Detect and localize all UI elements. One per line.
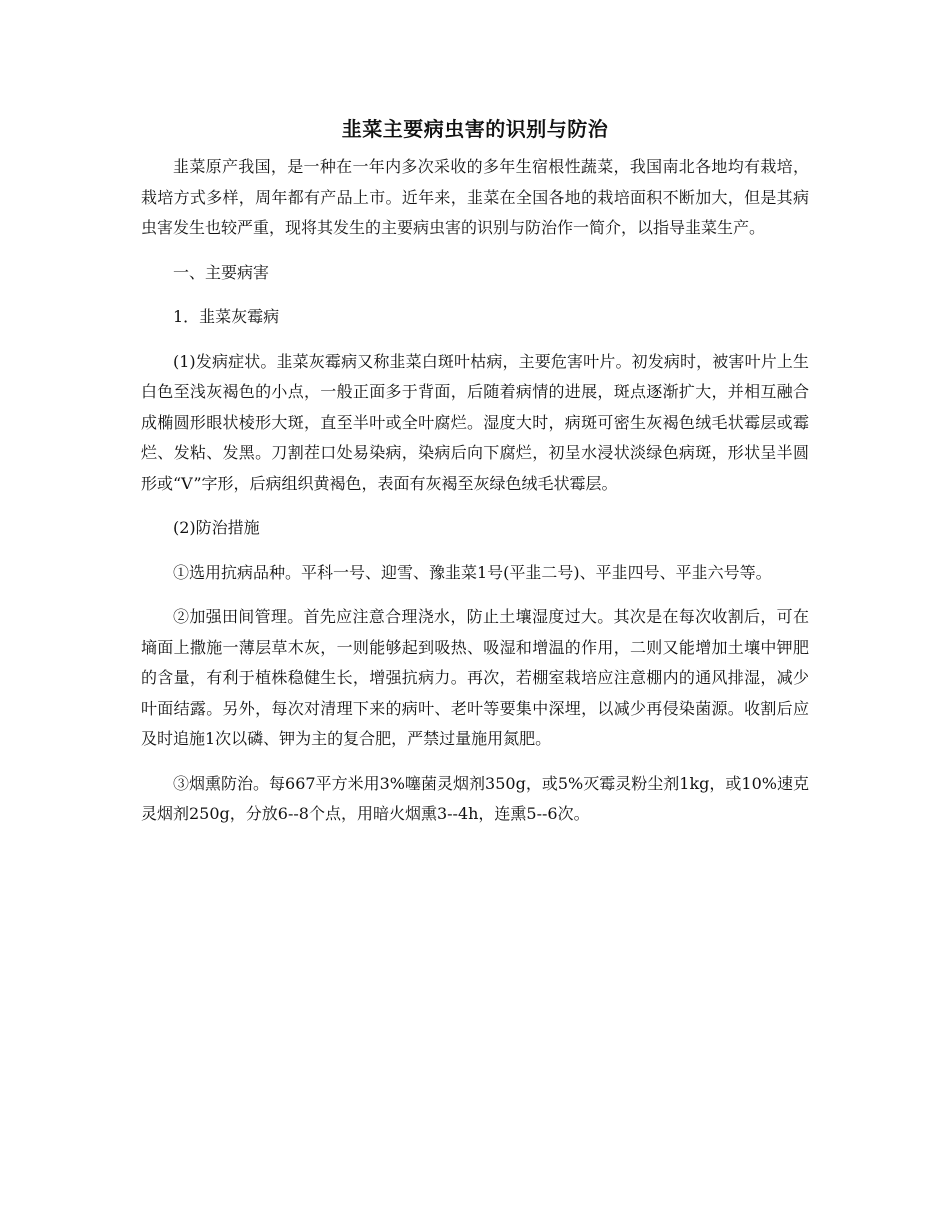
- symptoms-paragraph: (1)发病症状。韭菜灰霉病又称韭菜白斑叶枯病，主要危害叶片。初发病时，被害叶片上生白色至浅灰褐色的小点，一般正面多于背面，后随着病情的进展，斑点逐渐扩大，并相互融合成椭圆形眼状棱形大斑，直至半叶或全叶腐烂。湿度大时，病斑可密生灰褐色绒毛状霉层或霉烂、发粘、发黑。刀割茬口处易染病，染病后向下腐烂，初呈水浸状淡绿色病斑，形状呈半圆形或“V”字形，后病组织黄褐色，表面有灰褐至灰绿色绒毛状霉层。: [141, 351, 809, 493]
- measures-heading: (2)防治措施: [173, 518, 260, 537]
- document-body: [141, 152, 809, 830]
- subsection-heading-gray-mold: 1．韭菜灰霉病: [173, 307, 280, 326]
- intro-paragraph: 韭菜原产我国，是一种在一年内多次采收的多年生宿根性蔬菜，我国南北各地均有栽培，栽培方式多样，周年都有产品上市。近年来，韭菜在全国各地的栽培面积不断加大，但是其病虫害发生也较严重，现将其发生的主要病虫害的识别与防治作一简介，以指导韭菜生产。: [141, 157, 809, 237]
- measure-paragraph-2: ②加强田间管理。首先应注意合理浇水，防止土壤湿度过大。其次是在每次收割后，可在墒面上撒施一薄层草木灰，一则能够起到吸热、吸湿和增温的作用，二则又能增加土壤中钾肥的含量，有利于植株稳健生长，增强抗病力。再次，若棚室栽培应注意棚内的通风排湿，减少叶面结露。另外，每次对清理下来的病叶、老叶等要集中深埋，以减少再侵染菌源。收割后应及时追施1次以磷、钾为主的复合肥，严禁过量施用氮肥。: [141, 607, 809, 748]
- document-title: 韭菜主要病虫害的识别与防治: [341, 117, 609, 141]
- measure-paragraph-3: ③烟熏防治。每667平方米用3%噻菌灵烟剂350g，或5%灭霉灵粉尘剂1kg，或10%速克灵烟剂250g，分放6--8个点，用暗火烟熏3--4h，连熏5--6次。: [141, 773, 809, 823]
- measure-paragraph-1: ①选用抗病品种。平科一号、迎雪、豫韭菜1号(平韭二号)、平韭四号、平韭六号等。: [173, 562, 772, 582]
- section-heading-diseases: 一、主要病害: [173, 262, 270, 282]
